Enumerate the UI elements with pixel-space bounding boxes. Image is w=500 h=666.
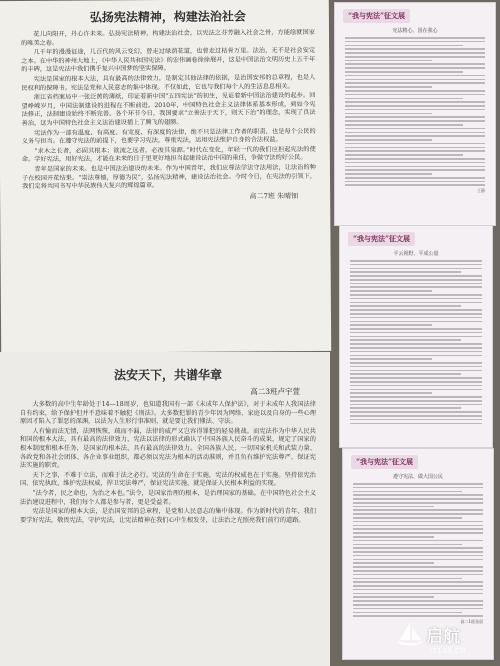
essay-2-paragraph: 大多数的高中生年龄处于14—18周岁，也知道我国有一部《未成年人保护法》，对于未成年人我国法律自有约束，给予保护但并不意味着不触犯《刑法》。大多数犯罪的青少年因为网络、家庭以及自身的一些心理原因才陷入了罪恶的深渊，以法为人生形行事准则，就是要让我们懂法、守法。 [20,401,316,426]
essay-2-paragraph: 天下之事，不难于立法，而难于法之必行。宪法的生命在于实施，宪法的权威也在于实施。坚持依宪治国、依宪执政，维护宪法权威，捍卫宪法尊严，保证宪法实施，就是保证人民根本利益的实现。 [20,471,316,488]
essay-1-signature: 高二7班 朱晴钿 [249,191,299,201]
poster-signature: 王静 [477,188,485,194]
essay-1-title: 弘扬宪法精神，构建法治社会 [89,9,246,25]
poster-banner: “我与宪法”征文展 [348,232,415,246]
sail-logo-icon [396,620,424,646]
watermark-url: IT134.CN [430,647,467,655]
poster-signature: 高二1班张晨 [460,619,483,625]
poster-banner: “我与宪法”征文展 [351,455,418,469]
essay-2-paragraph: 人有愉而法无情，法网恢恢，疏而不漏，法律的威严又岂容得罪犯的轻易挑战。而宪法作为中华人民共和国的根本大法，具有最高的法律效力，宪法以法律的形式确认了中国各族人民奋斗的成果，规定了国家的根本制度和根本任务，是国家的根本法，具有最高的法律效力。全国各族人民、一切国家机关和武装力量、各政党和各社会团体、各企业事业组织，都必须以宪法为根本的活动准则，并且负有维护宪法尊严、保证宪法实施的职责。 [20,427,316,470]
poster-text-block [345,37,485,186]
essay-1-paragraph: 青年是国家的未来。也是中国法治建设的未来。作为中国青年，我们应尊法学法守法用法，让法治的种子在校园开花结果。“崇法尊德，厚德为民”，弘扬宪法精神，建设法治社会。今时今日，在宪法的引领下，我们定将共同书写中华民族伟大复兴的辉煌篇章。 [21,163,317,191]
essay-2-paragraph: 宪法是国家的根本大法，是治国安邦的总章程，是党和人民意志的集中体现。作为新时代的青年，我们要学好宪法，敬畏宪法，守护宪法，让宪法精神在我们心中生根发芽，让法治之光照亮我们前行的道路。 [20,508,316,524]
site-watermark [396,620,492,660]
essay-1-paragraph: 几千年的漫漫征途，几百代的风云变幻，曾走过绿荫花道，也曾走过枯骨万里。法治，无不是社会安定之本。在中华的神州大地上，《中华人民共和国宪法》的宏伟画卷徐徐展开，这是中国法治文明历史上五千年的丰碑，这是宪法中我们携手复兴中国梦的坚实保障。 [21,47,316,74]
essay-photo-1 [0,0,331,353]
poster-title: 宪法精心、国在我心 [392,28,438,34]
watermark-brand: 启航 [426,627,460,647]
poster-text-block [353,483,483,617]
poster-text-block [350,260,482,424]
essay-1-paragraph: 宪法是国家的根本大法，具有最高的法律效力，是制定其他法律的依据，是治国安邦的总章程，也是人民权利的保障书。宪法是党和人民意志的集中体现。不仅如此，它也与我们每个人的生活息息相关。 [21,73,316,92]
essay-2-author: 高二3班卢宇萱 [250,387,300,396]
poster-banner: “我与宪法”征文展 [343,9,410,23]
essay-poster-1 [334,2,496,226]
essay-1-paragraph: 浙江省档案局中一张泛黄的薄纸，印证着新中国“五四宪法”的初生，见证着新中国法治建设的起步。回望峥嵘岁月，中国法制建设的进程在不断前进。2010年，中国特色社会主义法律体系基本形成，到如今宪法修正，法制建设始终不断完善。各个环节今日，我国要求“立善法于天下，则天下治”的理念，实现了良法善治，这为中国特色社会主义法治建设插上了腾飞的翅膀。 [21,92,316,127]
essay-1-paragraph: 宪法作为一部有温度、有高度、有宽度、有深度的法律，绝不只是法律工作者的职责，也是每个公民的义务与担当。在遵守宪法的前提下，也要学习宪法，尊重宪法，运用宪法维护自身的合法权益。 [21,127,316,146]
essay-1-paragraph: 花儿向阳开，丹心许未来。弘扬宪法精神，构建法治社会。以宪法之芬芳融入社会之骨，方能绘就国家的唯美之卷。 [21,28,316,47]
essay-2-title: 法安天下，共谱华章 [113,368,222,382]
poster-title: 平云视野、平成公量 [393,251,439,257]
essay-1-paragraph: “求木之长者，必固其根本；欲流之远者，必浚其泉源。”时代在变化，年轻一代的我们应担起宪法的使命。学好宪法，用好宪法，才能在未来的日子里更好地担当起建设法治中国的重任，争做守法的好公民。 [21,145,316,164]
essay-2-paragraph: “法令者，民之命也，为治之本也。”法令，是国家治理的根本，是治理国家的基础。在中国特色社会主义法治建设进程中，我们每个人都是参与者，更是受益者。 [20,489,316,506]
essay-photo-2 [0,352,330,666]
essay-poster-2 [339,225,493,448]
poster-title: 遵守宪法、做大国公民 [392,474,443,480]
